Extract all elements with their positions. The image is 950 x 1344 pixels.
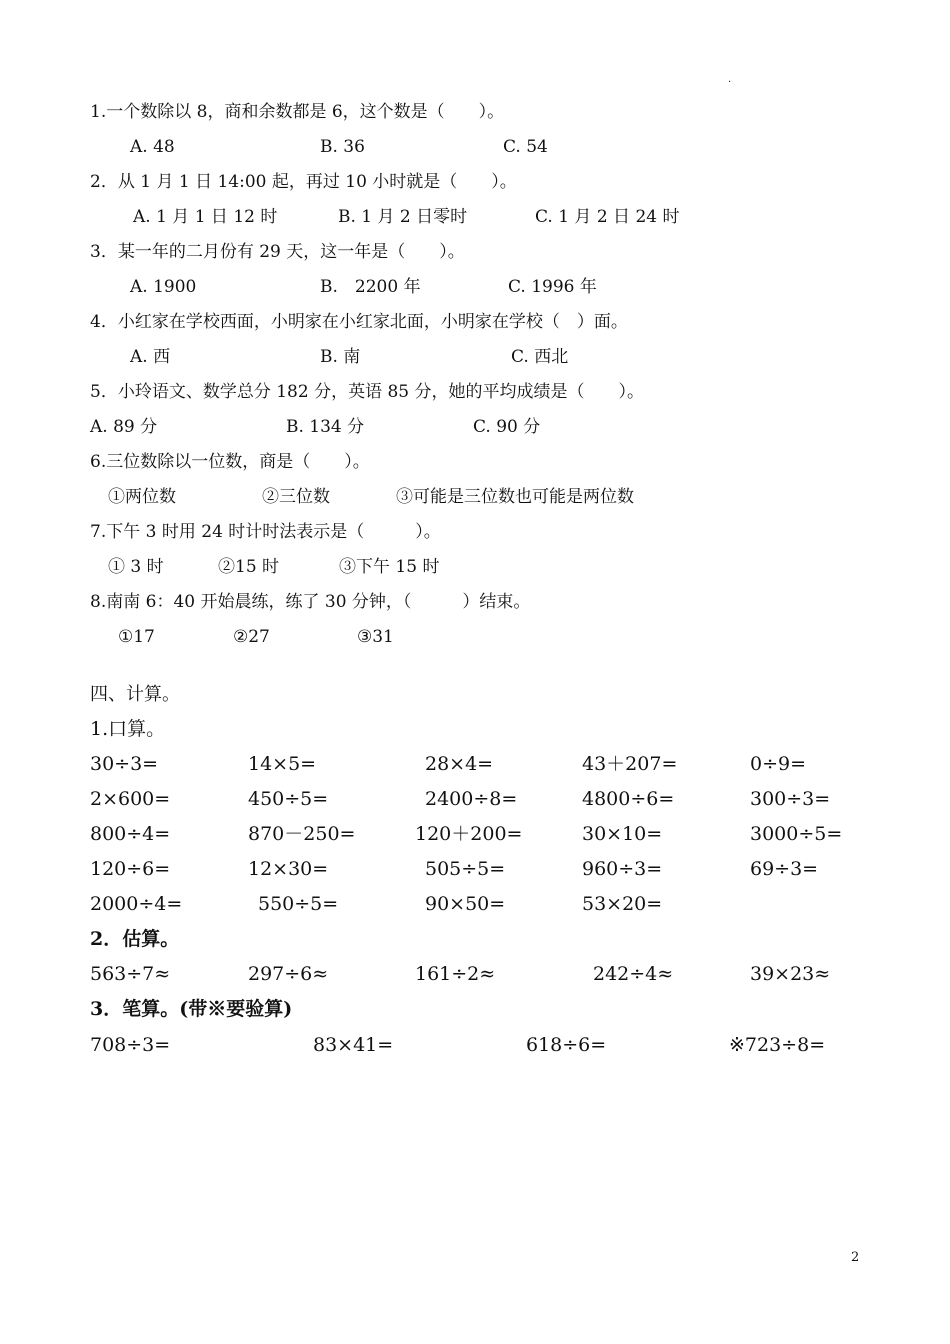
question-3-option-a: A. 1900 [130, 277, 197, 297]
oral-item: 3000÷5= [750, 823, 843, 845]
oral-item: 28×4= [425, 753, 494, 775]
oral-item: 120÷6= [90, 858, 171, 880]
oral-item: 2400÷8= [425, 788, 518, 810]
oral-item: 870－250= [248, 823, 356, 845]
question-4-option-c: C. 西北 [511, 347, 569, 367]
question-6-option-3: ③可能是三位数也可能是两位数 [396, 487, 634, 507]
oral-item: 69÷3= [750, 858, 819, 880]
written-item: ※723÷8= [729, 1034, 826, 1056]
question-8-option-3: ③31 [357, 627, 394, 647]
estimate-item: 161÷2≈ [415, 963, 496, 985]
question-7-option-1: ① 3 时 [108, 557, 164, 577]
question-1-option-a: A. 48 [130, 137, 175, 157]
top-mark: . [728, 74, 732, 85]
question-6-option-1: ①两位数 [108, 487, 176, 507]
question-4: 4．小红家在学校西面，小明家在小红家北面，小明家在学校（ ）面。 [90, 312, 628, 332]
question-8-option-1: ①17 [118, 627, 155, 647]
oral-item: 4800÷6= [582, 788, 675, 810]
question-7-option-3: ③下午 15 时 [339, 557, 440, 577]
question-1-option-c: C. 54 [503, 137, 548, 157]
question-5-option-b: B. 134 分 [286, 417, 365, 437]
question-7-option-2: ②15 时 [218, 557, 280, 577]
oral-item: 30÷3= [90, 753, 159, 775]
oral-item: 505÷5= [425, 858, 506, 880]
question-2: 2．从 1 月 1 日 14:00 起，再过 10 小时就是（ ）。 [90, 172, 517, 192]
question-4-option-b: B. 南 [320, 347, 361, 367]
question-3-option-b: B. 2200 年 [320, 277, 421, 297]
oral-item: 550÷5= [258, 893, 339, 915]
oral-item: 90×50= [425, 893, 506, 915]
question-1: 1.一个数除以 8，商和余数都是 6，这个数是（ ）。 [90, 102, 505, 122]
question-5-option-c: C. 90 分 [473, 417, 541, 437]
question-6: 6.三位数除以一位数，商是（ ）。 [90, 452, 370, 472]
oral-item: 450÷5= [248, 788, 329, 810]
question-4-option-a: A. 西 [130, 347, 171, 367]
question-7: 7.下午 3 时用 24 时计时法表示是（ ）。 [90, 522, 441, 542]
estimate-item: 563÷7≈ [90, 963, 171, 985]
page-number: 2 [851, 1250, 860, 1265]
oral-item: 300÷3= [750, 788, 831, 810]
question-3: 3．某一年的二月份有 29 天，这一年是（ ）。 [90, 242, 465, 262]
question-5: 5．小玲语文、数学总分 182 分，英语 85 分，她的平均成绩是（ ）。 [90, 382, 645, 402]
estimate-item: 242÷4≈ [593, 963, 674, 985]
oral-item: 120＋200= [415, 823, 523, 845]
oral-item: 12×30= [248, 858, 329, 880]
oral-item: 43＋207= [582, 753, 678, 775]
oral-item: 2000÷4= [90, 893, 183, 915]
oral-item: 2×600= [90, 788, 171, 810]
question-5-option-a: A. 89 分 [90, 417, 158, 437]
written-item: 83×41= [313, 1034, 394, 1056]
written-calc-title: 3．笔算。(带※要验算) [90, 998, 293, 1020]
estimate-item: 297÷6≈ [248, 963, 329, 985]
question-3-option-c: C. 1996 年 [508, 277, 597, 297]
written-item: 708÷3= [90, 1034, 171, 1056]
question-2-option-c: C. 1 月 2 日 24 时 [535, 207, 680, 227]
oral-calc-title: 1.口算。 [90, 718, 166, 740]
question-2-option-a: A. 1 月 1 日 12 时 [133, 207, 278, 227]
question-2-option-b: B. 1 月 2 日零时 [338, 207, 468, 227]
estimate-item: 39×23≈ [750, 963, 831, 985]
oral-item: 14×5= [248, 753, 317, 775]
oral-item: 0÷9= [750, 753, 807, 775]
question-1-option-b: B. 36 [320, 137, 365, 157]
oral-item: 800÷4= [90, 823, 171, 845]
question-8: 8.南南 6：40 开始晨练，练了 30 分钟，（ ）结束。 [90, 592, 531, 612]
oral-item: 960÷3= [582, 858, 663, 880]
oral-item: 53×20= [582, 893, 663, 915]
question-6-option-2: ②三位数 [262, 487, 330, 507]
written-item: 618÷6= [526, 1034, 607, 1056]
oral-item: 30×10= [582, 823, 663, 845]
section-title: 四、计算。 [90, 684, 180, 705]
question-8-option-2: ②27 [233, 627, 270, 647]
estimate-title: 2．估算。 [90, 928, 180, 950]
